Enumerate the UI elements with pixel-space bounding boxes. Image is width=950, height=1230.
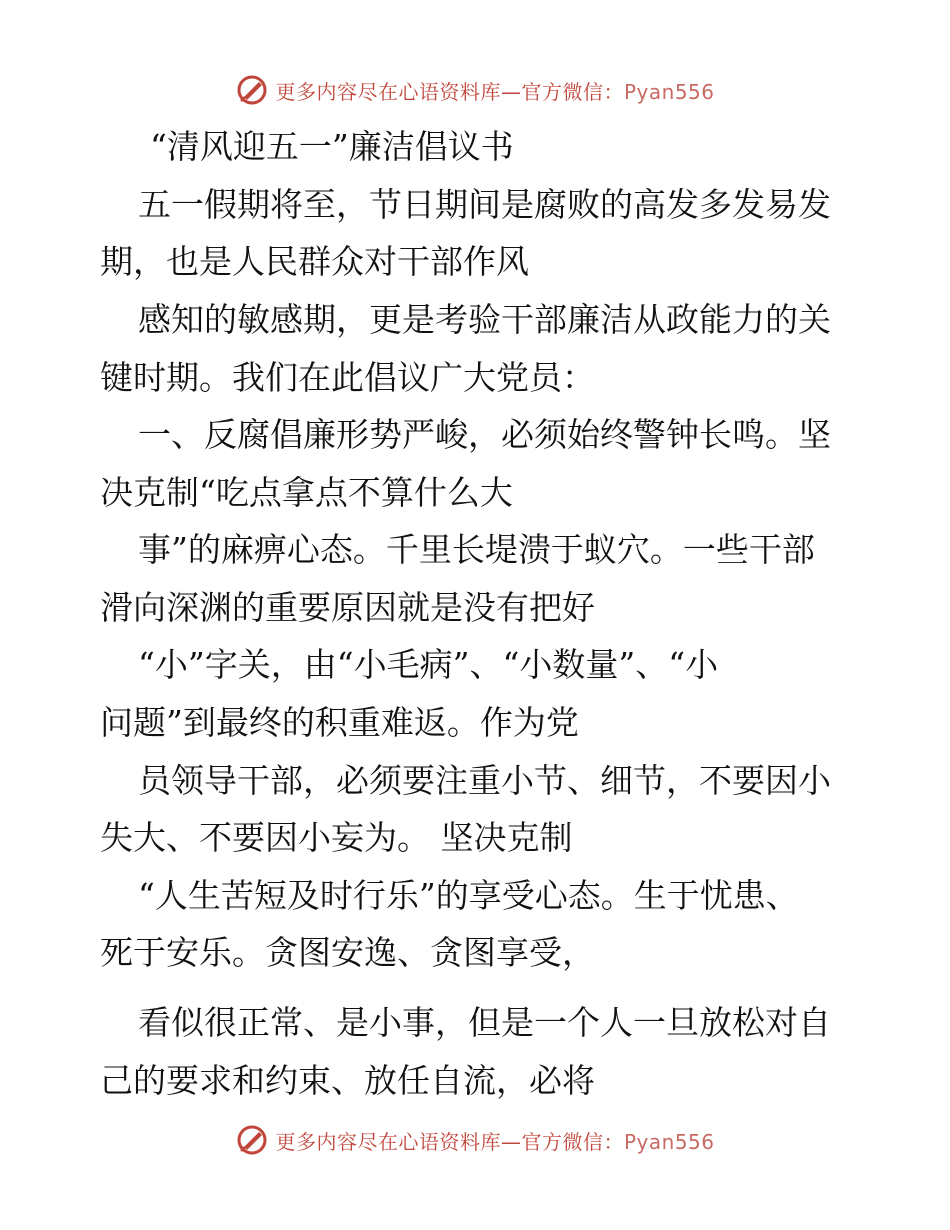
watermark-wechat-id: Pyan556 <box>623 1129 715 1154</box>
paragraph-line: 键时期。我们在此倡议广大党员： <box>100 358 595 397</box>
paragraph-line: 一、反腐倡廉形势严峻，必须始终警钟长鸣。坚 <box>138 415 831 454</box>
watermark-text <box>275 1126 714 1155</box>
paragraph-line: 感知的敏感期，更是考验干部廉洁从政能力的关 <box>138 300 831 339</box>
paragraph-line: 事”的麻痹心态。千里长堤溃于蚁穴。一些干部 <box>138 530 815 569</box>
paragraph-line: “人生苦短及时行乐”的享受心态。生于忧患、 <box>138 876 799 915</box>
paragraph-line: 五一假期将至，节日期间是腐败的高发多发易发 <box>138 185 831 224</box>
paragraph-line: 死于安乐。贪图安逸、贪图享受， <box>100 933 595 972</box>
quill-logo-icon <box>235 73 269 107</box>
paragraph-line: “小”字关，由“小毛病”、“小数量”、“小 <box>138 645 719 684</box>
paragraph-line: 员领导干部，必须要注重小节、细节，不要因小 <box>138 761 831 800</box>
watermark-label: 更多内容尽在心语资料库—官方微信： <box>275 1129 624 1154</box>
paragraph-line: 问题”到最终的积重难返。作为党 <box>100 703 579 742</box>
footer-watermark <box>0 1120 950 1160</box>
document-title: “清风迎五一”廉洁倡议书 <box>150 127 514 166</box>
watermark-wechat-id: Pyan556 <box>623 79 715 104</box>
paragraph-line: 滑向深渊的重要原因就是没有把好 <box>100 588 595 627</box>
watermark-text <box>275 76 714 105</box>
paragraph-line: 期，也是人民群众对干部作风 <box>100 242 529 281</box>
header-watermark <box>0 70 950 110</box>
paragraph-line: 决克制“吃点拿点不算什么大 <box>100 473 513 512</box>
paragraph-line: 己的要求和约束、放任自流，必将 <box>100 1061 595 1100</box>
paragraph-line: 失大、不要因小妄为。 坚决克制 <box>100 818 573 857</box>
quill-logo-icon <box>235 1123 269 1157</box>
watermark-label: 更多内容尽在心语资料库—官方微信： <box>275 79 624 104</box>
paragraph-line: 看似很正常、是小事，但是一个人一旦放松对自 <box>138 1003 831 1042</box>
